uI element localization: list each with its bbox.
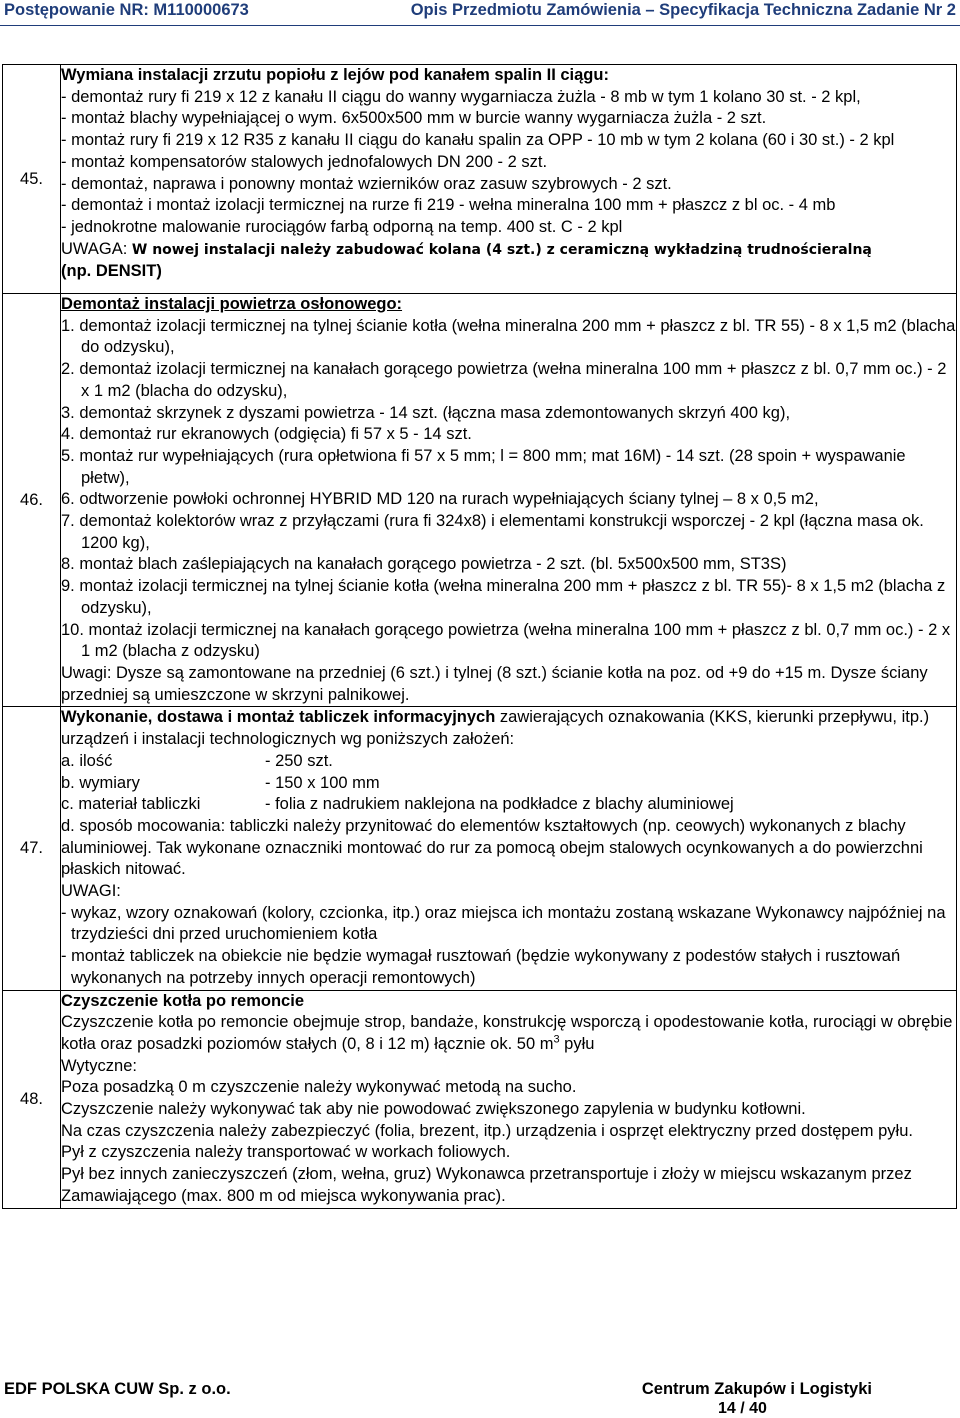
- list-item: - demontaż i montaż izolacji termicznej na rurze fi 219 - wełna mineralna 100 mm + płaszcz z bl oc. - 4 mb: [61, 196, 836, 215]
- row-number: 46.: [3, 294, 61, 707]
- spec-value: - 250 szt.: [265, 751, 333, 770]
- list-item: 3. demontaż skrzynek z dyszami powietrza - 14 szt. (łączna masa zdemontowanych skrzyń 400 kg),: [61, 403, 791, 422]
- page-header: [0, 0, 960, 30]
- list-item: - demontaż rury fi 219 x 12 z kanału II ciągu do wanny wygarniacza żużla - 8 mb w tym 1 kolano 30 st. - 2 kpl,: [61, 87, 861, 106]
- header-procedure-number: Postępowanie NR: M110000673: [4, 1, 249, 19]
- list-item: - wykaz, wzory oznakowań (kolory, czcionka, itp.) oraz miejsca ich montażu zostaną wskazane Wykonawcy najpóźniej na trzydzieści dni przed uruchomieniem kotła: [61, 903, 946, 944]
- list-item: - demontaż, naprawa i ponowny montaż wzierników oraz zasuw szybrowych - 2 szt.: [61, 174, 672, 193]
- note-text: W nowej instalacji należy zabudować kolana (4 szt.) z ceramiczną wykładziną trudnościeralną: [131, 241, 872, 258]
- spec-value: - 150 x 100 mm: [265, 773, 380, 792]
- list-item: Poza posadzką 0 m czyszczenie należy wykonywać metodą na sucho.: [61, 1078, 577, 1097]
- intro-tail: pyłu: [559, 1034, 595, 1053]
- row-title: Czyszczenie kotła po remoncie: [61, 991, 304, 1010]
- spec-label: b. wymiary: [61, 773, 140, 792]
- list-item: - montaż tabliczek na obiekcie nie będzie wymagał rusztowań (będzie wykonywany z podestów stałych i rusztowań wykonanych na potrzeby innych operacji remontowych): [61, 947, 901, 987]
- note-label: UWAGA:: [61, 239, 132, 258]
- row-note: [61, 239, 956, 262]
- list-item: 8. montaż blach zaślepiających na kanałach gorącego powietrza - 2 szt. (bl. 5x500x500 mm, ST3S): [61, 555, 787, 574]
- specification-table: [2, 64, 957, 1209]
- row-number: 47.: [3, 707, 61, 990]
- spec-label: a. ilość: [61, 751, 113, 770]
- table-row: [3, 990, 957, 1208]
- notes-title: UWAGI:: [61, 882, 121, 901]
- mount-description: d. sposób mocowania: tabliczki należy przynitować do elementów kształtowych (np. ceowych) wykonanych z blachy aluminiowej. Tak wykonane oznaczniki montować do rur za pomocą obejm stalowych ocynkowanych a do powierzchni płaskich nitować.: [61, 816, 923, 879]
- list-item: - jednokrotne malowanie rurociągów farbą odporną na temp. 400 st. C - 2 kpl: [61, 217, 623, 236]
- spec-label: c. materiał tabliczki: [61, 795, 201, 814]
- list-item: 9. montaż izolacji termicznej na tylnej ścianie kotła (wełna mineralna 200 mm + płaszcz z bl. TR 55)- 8 x 1,5 m2 (blacha z odzysku),: [61, 577, 946, 617]
- table-row: [3, 294, 957, 707]
- list-item: 7. demontaż kolektorów wraz z przyłączami (rura fi 324x8) i elementami konstrukcji wsporczej - 2 kpl (łączna masa ok. 1200 kg),: [61, 512, 924, 552]
- list-item: 2. demontaż izolacji termicznej na kanałach gorącego powietrza (wełna mineralna 100 mm + płaszcz z bl. 0,7 mm oc.) - 2 x 1 m2 (blacha do odzysku),: [61, 360, 947, 400]
- row-number: 45.: [3, 65, 61, 294]
- row-number: 48.: [3, 990, 61, 1208]
- header-document-title: Opis Przedmiotu Zamówienia – Specyfikacja Techniczna Zadanie Nr 2: [410, 1, 956, 19]
- row-content: [61, 990, 957, 1208]
- list-item: Pył bez innych zanieczyszczeń (złom, wełna, gruz) Wykonawca przetransportuje i złoży w miejscu wskazanym przez Zamawiającego (max. 800 m od miejsca wykonywania prac).: [61, 1165, 912, 1205]
- row-title: Wymiana instalacji zrzutu popiołu z lejów pod kanałem spalin II ciągu:: [61, 66, 609, 84]
- footer-company: EDF POLSKA CUW Sp. z o.o.: [4, 1380, 231, 1398]
- page-number: 14 / 40: [718, 1400, 767, 1417]
- row-content: [61, 65, 957, 294]
- spec-value: - folia z nadrukiem naklejona na podkładce z blachy aluminiowej: [265, 795, 734, 814]
- row-intro: [61, 1012, 956, 1055]
- guidelines-title: Wytyczne:: [61, 1056, 137, 1075]
- list-item: Na czas czyszczenia należy zabezpieczyć (folia, brezent, itp.) urządzenia i osprzęt elektryczny przed dostępem pyłu.: [61, 1121, 913, 1140]
- row-title: Demontaż instalacji powietrza osłonowego:: [61, 295, 403, 314]
- intro-superscript: 3: [553, 1033, 560, 1046]
- spec-line: [61, 751, 956, 773]
- footer-department: Centrum Zakupów i Logistyki: [641, 1380, 872, 1398]
- intro-text: Czyszczenie kotła po remoncie obejmuje strop, bandaże, konstrukcję wsporczą i opodestowanie kotła, rurociągi w obrębie kotła oraz posadzki poziomów stałych (0, 8 i 12 m) łącznie ok. 50 m: [61, 1013, 953, 1053]
- list-item: 4. demontaż rur ekranowych (odgięcia) fi 57 x 5 - 14 szt.: [61, 425, 472, 444]
- list-item: 6. odtworzenie powłoki ochronnej HYBRID MD 120 na rurach wypełniających ściany tylnej – 8 x 0,5 m2,: [61, 490, 819, 509]
- row-content: [61, 294, 957, 707]
- list-item: - montaż blachy wypełniającej o wym. 6x500x500 mm w burcie wanny wygarniacza żużla - 2 szt.: [61, 109, 767, 128]
- row-title: Wykonanie, dostawa i montaż tabliczek informacyjnych: [61, 708, 496, 727]
- list-item: 10. montaż izolacji termicznej na kanałach gorącego powietrza (wełna mineralna 100 mm + płaszcz z bl. 0,7 mm oc.) - 2 x 1 m2 (blacha z odzysku): [61, 620, 951, 661]
- list-item: 1. demontaż izolacji termicznej na tylnej ścianie kotła (wełna mineralna 200 mm + płaszcz z bl. TR 55) - 8 x 1,5 m2 (blacha do odzysku),: [61, 316, 956, 357]
- list-item: Czyszczenie należy wykonywać tak aby nie powodować zwiększonego zapylenia w budynku kotłowni.: [61, 1100, 806, 1119]
- spec-line: [61, 773, 956, 795]
- list-item: - montaż rury fi 219 x 12 R35 z kanału II ciągu do kanału spalin za OPP - 10 mb w tym 2 kolana (60 i 30 st.) - 2 kpl: [61, 131, 895, 150]
- spec-line: [61, 794, 956, 816]
- table-row: [3, 65, 957, 294]
- table-row: [3, 707, 957, 990]
- note-tail: (np. DENSIT): [61, 262, 162, 281]
- header-rule: [0, 25, 960, 26]
- list-item: - montaż kompensatorów stalowych jednofalowych DN 200 - 2 szt.: [61, 152, 548, 171]
- list-item: 5. montaż rur wypełniających (rura opłetwiona fi 57 x 5 mm; l = 800 mm; mat 16M) - 14 szt. (28 spoin + wyspawanie płetw),: [61, 446, 906, 487]
- row-remarks: Uwagi: Dysze są zamontowane na przedniej (6 szt.) i tylnej (8 szt.) ścianie kotła na poz. od +9 do +15 m. Dysze ściany przedniej są umieszczone w skrzyni palnikowej.: [61, 663, 928, 704]
- row-title-rest: zawierających oznakowania (KKS, kierunki przepływu, itp.) urządzeń i instalacji technologicznych wg poniższych założeń:: [61, 708, 930, 749]
- row-content: [61, 707, 957, 990]
- row-title-paragraph: [61, 707, 956, 750]
- list-item: Pył z czyszczenia należy transportować w workach foliowych.: [61, 1143, 511, 1162]
